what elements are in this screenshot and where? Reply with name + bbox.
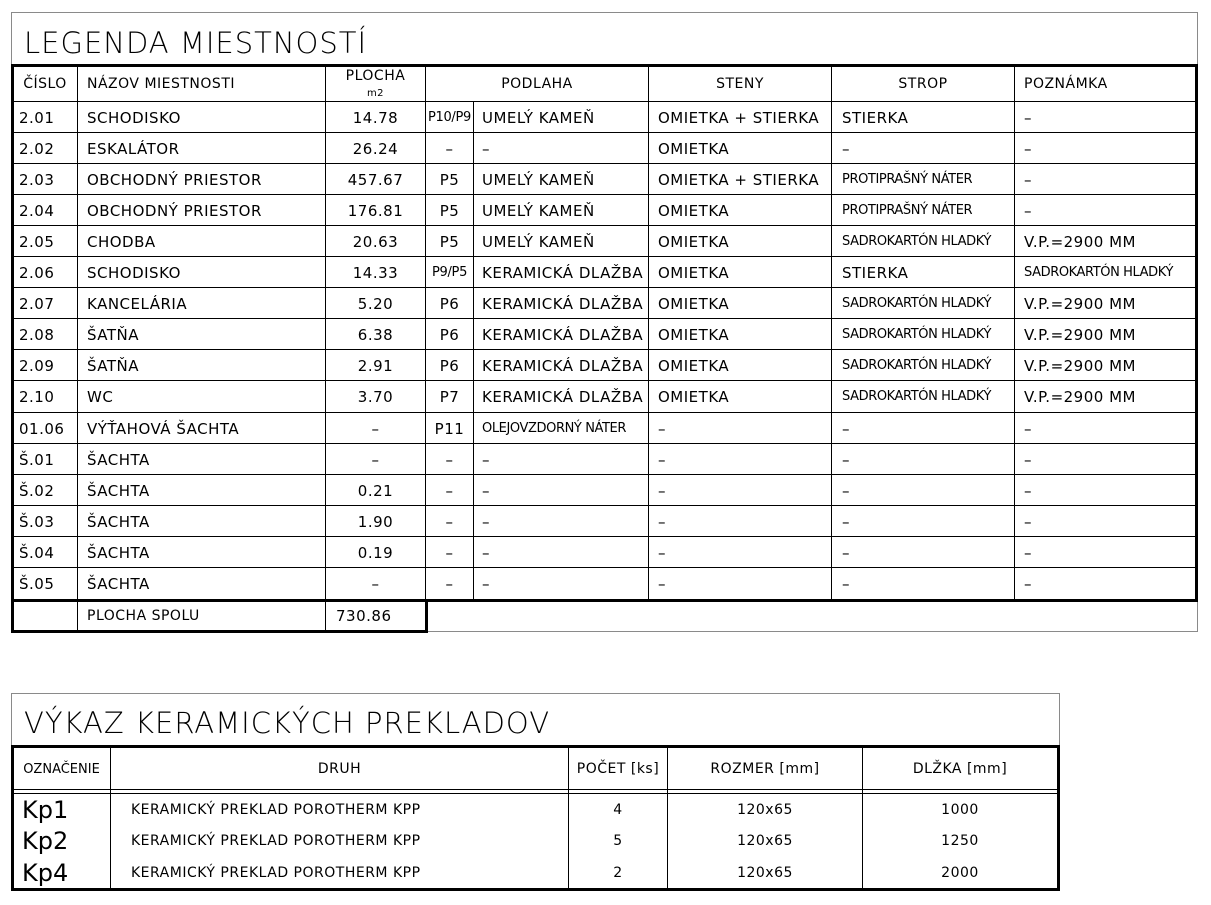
- cell-count: 4: [613, 801, 623, 818]
- total-label: PLOCHA SPOLU: [87, 608, 200, 624]
- cell-floor-material: –: [482, 481, 490, 500]
- cell-nazov: SCHODISKO: [87, 263, 181, 282]
- header-podlaha: PODLAHA: [501, 76, 573, 92]
- cell-plocha: 3.70: [357, 387, 394, 406]
- cell-cislo: Š.02: [19, 481, 55, 500]
- cell-size: 120x65: [737, 801, 793, 818]
- cell-walls: OMIETKA: [658, 263, 730, 282]
- lintel-header-rozmer: ROZMER [mm]: [710, 761, 820, 777]
- cell-ceiling: –: [842, 574, 850, 593]
- cell-note: –: [1024, 512, 1032, 531]
- cell-walls: OMIETKA: [658, 387, 730, 406]
- cell-floor-code: –: [445, 543, 454, 562]
- cell-ceiling: STIERKA: [842, 108, 909, 127]
- cell-plocha: 0.19: [357, 543, 394, 562]
- cell-note: –: [1024, 170, 1032, 189]
- cell-walls: –: [658, 481, 666, 500]
- header-cislo: ČÍSLO: [23, 76, 67, 92]
- cell-cislo: Š.01: [19, 450, 55, 469]
- lintel-header-druh: DRUH: [317, 761, 362, 777]
- cell-nazov: KANCELÁRIA: [87, 294, 188, 313]
- cell-note: V.P.=2900 MM: [1024, 294, 1136, 313]
- cell-walls: OMIETKA + STIERKA: [658, 170, 820, 189]
- cell-note: –: [1024, 201, 1032, 220]
- cell-floor-material: KERAMICKÁ DLAŽBA: [482, 263, 644, 282]
- cell-floor-code: –: [445, 139, 454, 158]
- cell-nazov: ŠACHTA: [87, 450, 150, 469]
- cell-floor-code: P5: [439, 232, 460, 251]
- cell-note: –: [1024, 574, 1032, 593]
- cell-plocha: 176.81: [347, 201, 404, 220]
- cell-cislo: 2.03: [19, 170, 55, 189]
- cell-floor-material: –: [482, 543, 490, 562]
- cell-plocha: 1.90: [357, 512, 394, 531]
- cell-floor-code: P5: [439, 170, 460, 189]
- cell-code: Kp4: [22, 858, 69, 887]
- cell-walls: OMIETKA: [658, 201, 730, 220]
- cell-ceiling: PROTIPRAŠNÝ NÁTER: [842, 172, 973, 187]
- cell-nazov: OBCHODNÝ PRIESTOR: [87, 170, 262, 189]
- cell-nazov: WC: [87, 387, 114, 406]
- cell-floor-material: KERAMICKÁ DLAŽBA: [482, 356, 644, 375]
- header-steny: STENY: [716, 76, 764, 92]
- cell-ceiling: PROTIPRAŠNÝ NÁTER: [842, 203, 973, 218]
- cell-code: Kp2: [22, 826, 69, 855]
- lintel-header-pocet: POČET [ks]: [576, 761, 660, 777]
- cell-floor-material: KERAMICKÁ DLAŽBA: [482, 294, 644, 313]
- cell-nazov: ŠATŇA: [87, 356, 140, 375]
- cell-plocha: –: [371, 419, 380, 438]
- cell-cislo: 2.05: [19, 232, 55, 251]
- cell-note: –: [1024, 419, 1032, 438]
- cell-ceiling: SADROKARTÓN HLADKÝ: [842, 358, 991, 373]
- cell-walls: OMIETKA: [658, 294, 730, 313]
- header-nazov: NÁZOV MIESTNOSTI: [87, 76, 235, 92]
- cell-floor-material: KERAMICKÁ DLAŽBA: [482, 325, 644, 344]
- cell-floor-material: UMELÝ KAMEŇ: [482, 232, 595, 251]
- cell-floor-material: KERAMICKÁ DLAŽBA: [482, 387, 644, 406]
- cell-length: 1250: [941, 832, 979, 849]
- cell-floor-material: –: [482, 512, 490, 531]
- cell-nazov: ŠACHTA: [87, 481, 150, 500]
- cell-note: –: [1024, 108, 1032, 127]
- cell-walls: –: [658, 543, 666, 562]
- cell-nazov: ESKALÁTOR: [87, 139, 180, 158]
- cell-ceiling: SADROKARTÓN HLADKÝ: [842, 327, 991, 342]
- cell-floor-material: UMELÝ KAMEŇ: [482, 201, 595, 220]
- cell-floor-material: –: [482, 139, 490, 158]
- cell-cislo: 2.04: [19, 201, 55, 220]
- cell-floor-material: –: [482, 450, 490, 469]
- cell-ceiling: STIERKA: [842, 263, 909, 282]
- cell-ceiling: –: [842, 450, 850, 469]
- cell-cislo: 2.09: [19, 356, 55, 375]
- cell-code: Kp1: [22, 795, 69, 824]
- cell-cislo: 2.08: [19, 325, 55, 344]
- header-poznamka: POZNÁMKA: [1024, 76, 1108, 92]
- cell-ceiling: –: [842, 512, 850, 531]
- cell-count: 2: [613, 864, 623, 881]
- cell-note: V.P.=2900 MM: [1024, 232, 1136, 251]
- cell-note: V.P.=2900 MM: [1024, 387, 1136, 406]
- cell-walls: OMIETKA: [658, 139, 730, 158]
- cell-plocha: 0.21: [357, 481, 394, 500]
- legend-title: LEGENDA MIESTNOSTÍ: [24, 26, 368, 60]
- cell-walls: –: [658, 512, 666, 531]
- cell-nazov: ŠACHTA: [87, 512, 150, 531]
- cell-plocha: –: [371, 574, 380, 593]
- header-strop: STROP: [898, 76, 948, 92]
- total-value: 730.86: [336, 607, 392, 625]
- cell-length: 2000: [941, 864, 979, 881]
- cell-nazov: ŠACHTA: [87, 543, 150, 562]
- cell-plocha: 26.24: [352, 139, 399, 158]
- cell-note: –: [1024, 481, 1032, 500]
- cell-cislo: 01.06: [19, 419, 65, 438]
- cell-plocha: 2.91: [357, 356, 394, 375]
- cell-note: SADROKARTÓN HLADKÝ: [1024, 265, 1173, 280]
- lintels-title: VÝKAZ KERAMICKÝCH PREKLADOV: [24, 706, 551, 740]
- cell-floor-code: –: [445, 450, 454, 469]
- cell-ceiling: –: [842, 481, 850, 500]
- cell-plocha: 457.67: [347, 170, 404, 189]
- cell-walls: –: [658, 574, 666, 593]
- cell-nazov: ŠACHTA: [87, 574, 150, 593]
- lintel-header-oznacenie: OZNAČENIE: [23, 761, 100, 777]
- cell-plocha: 6.38: [357, 325, 394, 344]
- cell-plocha: –: [371, 450, 380, 469]
- cell-type: KERAMICKÝ PREKLAD POROTHERM KPP: [131, 832, 421, 849]
- cell-note: –: [1024, 543, 1032, 562]
- cell-floor-code: P6: [439, 325, 460, 344]
- cell-plocha: 14.78: [352, 108, 399, 127]
- cell-floor-code: P6: [439, 356, 460, 375]
- cell-plocha: 14.33: [352, 263, 399, 282]
- cell-ceiling: SADROKARTÓN HLADKÝ: [842, 389, 991, 404]
- cell-floor-code: P5: [439, 201, 460, 220]
- cell-ceiling: –: [842, 139, 850, 158]
- cell-note: V.P.=2900 MM: [1024, 325, 1136, 344]
- cell-walls: OMIETKA: [658, 356, 730, 375]
- cell-floor-code: P11: [434, 419, 465, 438]
- cell-floor-material: UMELÝ KAMEŇ: [482, 108, 595, 127]
- cell-plocha: 5.20: [357, 294, 394, 313]
- cell-note: –: [1024, 139, 1032, 158]
- cell-cislo: 2.07: [19, 294, 55, 313]
- cell-cislo: 2.06: [19, 263, 55, 282]
- cell-plocha: 20.63: [352, 232, 399, 251]
- cell-cislo: 2.01: [19, 108, 55, 127]
- cell-cislo: 2.02: [19, 139, 55, 158]
- cell-nazov: SCHODISKO: [87, 108, 181, 127]
- cell-floor-code: –: [445, 512, 454, 531]
- cell-cislo: Š.05: [19, 574, 55, 593]
- header-plocha-unit: m2: [366, 87, 385, 99]
- cell-type: KERAMICKÝ PREKLAD POROTHERM KPP: [131, 801, 421, 818]
- cell-nazov: ŠATŇA: [87, 325, 140, 344]
- cell-floor-material: –: [482, 574, 490, 593]
- cell-cislo: 2.10: [19, 387, 55, 406]
- cell-walls: OMIETKA + STIERKA: [658, 108, 820, 127]
- cell-note: –: [1024, 450, 1032, 469]
- cell-ceiling: SADROKARTÓN HLADKÝ: [842, 234, 991, 249]
- header-plocha: PLOCHA: [345, 68, 406, 84]
- cell-nazov: OBCHODNÝ PRIESTOR: [87, 201, 262, 220]
- cell-floor-material: UMELÝ KAMEŇ: [482, 170, 595, 189]
- cell-ceiling: –: [842, 419, 850, 438]
- cell-floor-code: –: [445, 481, 454, 500]
- cell-floor-code: P9/P5: [431, 265, 468, 280]
- cell-walls: –: [658, 450, 666, 469]
- cell-walls: OMIETKA: [658, 325, 730, 344]
- cell-floor-material: OLEJOVZDORNÝ NÁTER: [482, 421, 626, 436]
- cell-type: KERAMICKÝ PREKLAD POROTHERM KPP: [131, 864, 421, 881]
- lintel-header-dlzka: DLŽKA [mm]: [912, 761, 1008, 777]
- cell-note: V.P.=2900 MM: [1024, 356, 1136, 375]
- cell-floor-code: –: [445, 574, 454, 593]
- cell-cislo: Š.03: [19, 512, 55, 531]
- cell-walls: OMIETKA: [658, 232, 730, 251]
- cell-floor-code: P6: [439, 294, 460, 313]
- cell-ceiling: SADROKARTÓN HLADKÝ: [842, 296, 991, 311]
- cell-floor-code: P7: [439, 387, 460, 406]
- cell-nazov: CHODBA: [87, 232, 156, 251]
- cell-size: 120x65: [737, 832, 793, 849]
- cell-nazov: VÝŤAHOVÁ ŠACHTA: [87, 419, 240, 438]
- cell-cislo: Š.04: [19, 543, 55, 562]
- cell-floor-code: P10/P9: [427, 110, 472, 125]
- cell-length: 1000: [941, 801, 979, 818]
- cell-count: 5: [613, 832, 623, 849]
- cell-walls: –: [658, 419, 666, 438]
- cell-ceiling: –: [842, 543, 850, 562]
- cell-size: 120x65: [737, 864, 793, 881]
